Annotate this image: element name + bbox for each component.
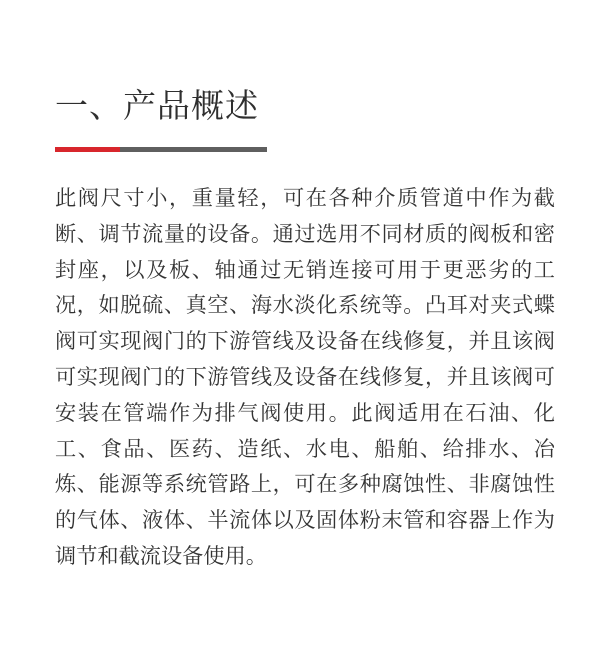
title-underline-base [120,147,267,152]
product-description: 此阀尺寸小，重量轻，可在各种介质管道中作为截断、调节流量的设备。通过选用不同材质的阀板和密封座，以及板、轴通过无销连接可用于更恶劣的工况，如脱硫、真空、海水淡化系统等。凸耳对夹式蝶阀可实现阀门的下游管线及设备在线修复，并且该阀可实现阀门的下游管线及设备在线修复，并且该阀可安装在管端作为排气阀使用。此阀适用在石油、化工、食品、医药、造纸、水电、船舶、给排水、冶炼、能源等系统管路上，可在多种腐蚀性、非腐蚀性的气体、液体、半流体以及固体粉末管和容器上作为调节和截流设备使用。 [55,185,555,568]
title-underline-accent [55,147,120,152]
title-underline [55,147,267,152]
section-title: 一、产品概述 [55,86,259,125]
product-overview-section [55,0,555,671]
